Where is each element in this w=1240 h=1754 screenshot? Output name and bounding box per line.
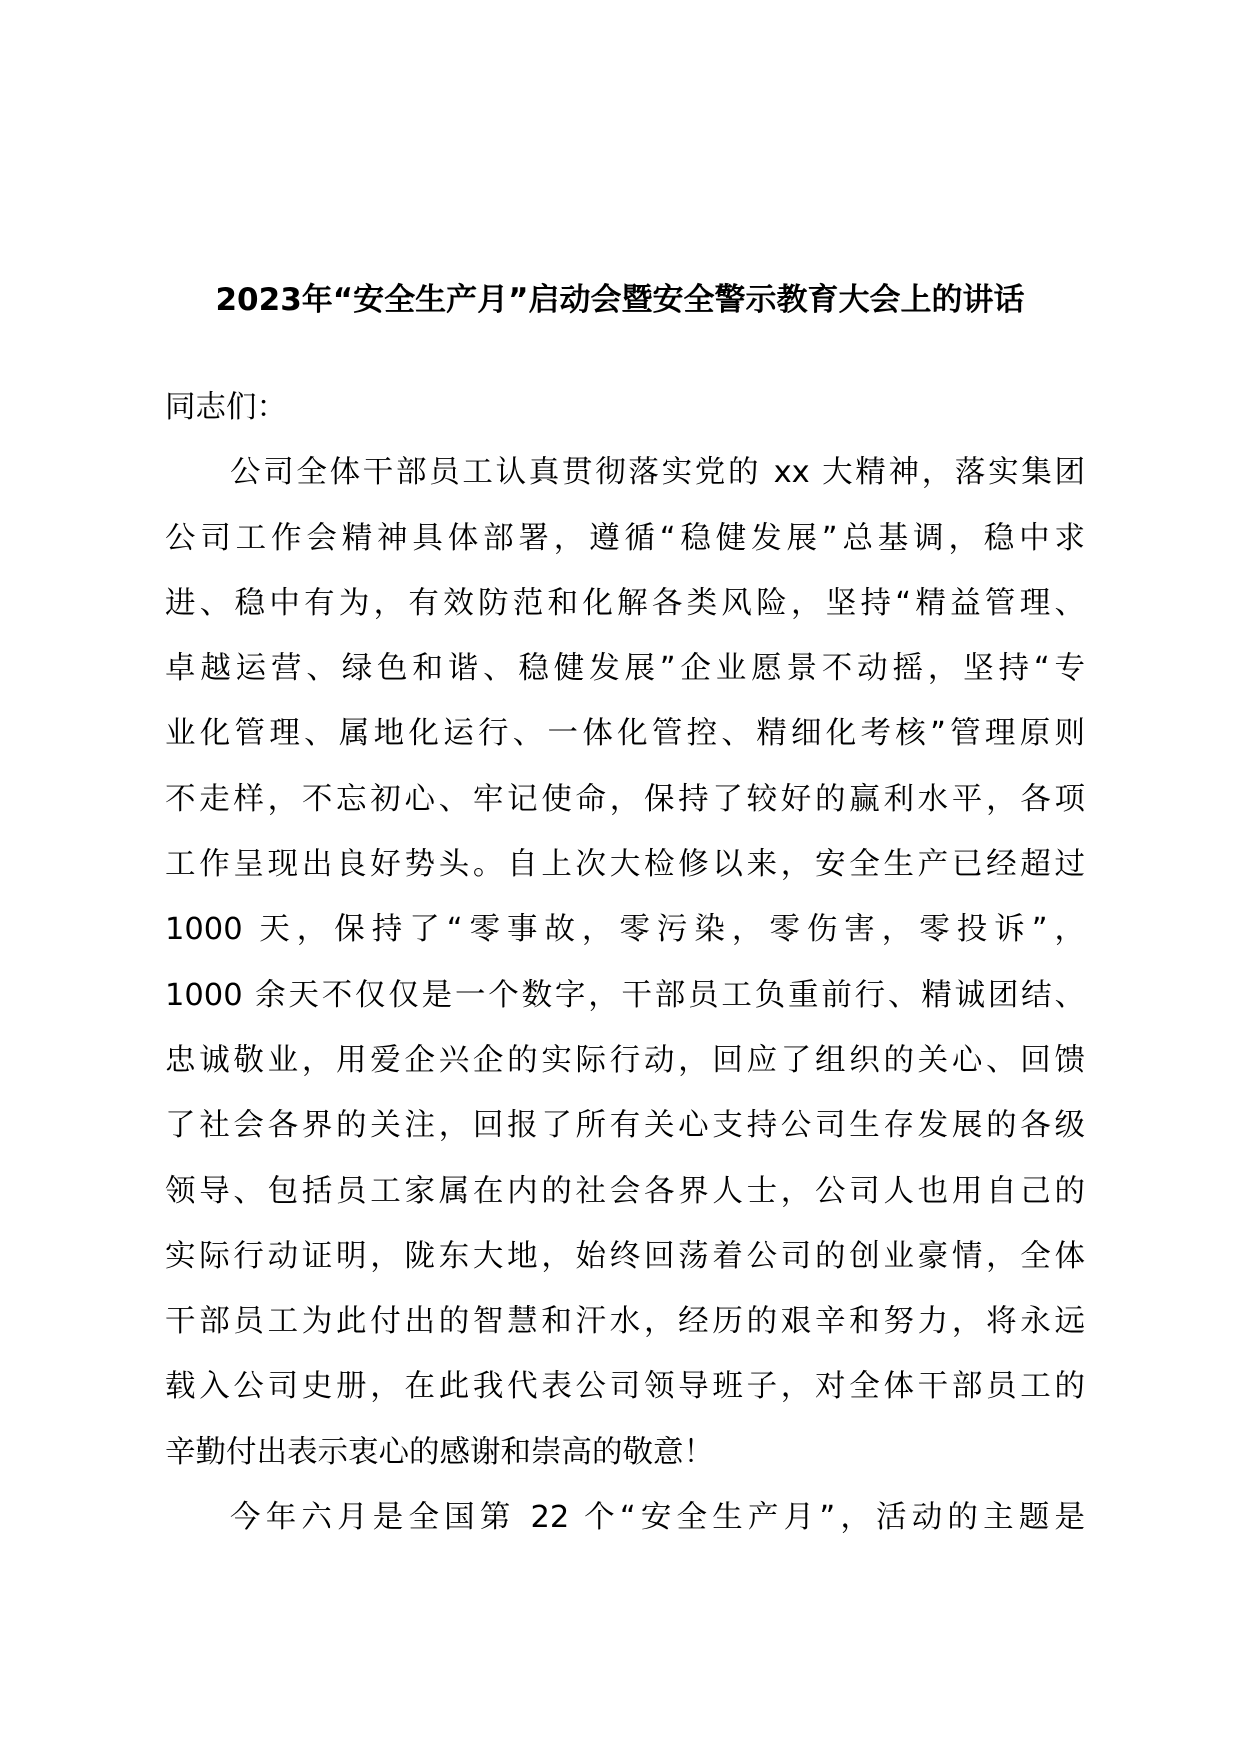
paragraph-line: 忠诚敬业，用爱企兴企的实际行动，回应了组织的关心、回馈 xyxy=(165,1042,1085,1078)
paragraph-line: 辛勤付出表示衷心的感谢和崇高的敬意！ xyxy=(165,1434,714,1470)
paragraph-line: 工作呈现出良好势头。自上次大检修以来，安全生产已经超过 xyxy=(165,847,1085,883)
paragraph-1 xyxy=(165,440,1085,1485)
paragraph-line: 1000 天，保持了“零事故，零污染，零伤害，零投诉”， xyxy=(165,912,1085,948)
salutation: 同志们： xyxy=(165,390,287,425)
paragraph-line: 不走样，不忘初心、牢记使命，保持了较好的赢利水平，各项 xyxy=(165,781,1085,817)
paragraph-line: 了社会各界的关注，回报了所有关心支持公司生存发展的各级 xyxy=(165,1108,1085,1144)
document-title: 2023年“安全生产月”启动会暨安全警示教育大会上的讲话 xyxy=(215,282,1025,318)
paragraph-line: 公司全体干部员工认真贯彻落实党的 xx 大精神，落实集团 xyxy=(230,455,1085,491)
paragraph-line: 实际行动证明，陇东大地，始终回荡着公司的创业豪情，全体 xyxy=(165,1238,1085,1274)
paragraph-line: 进、稳中有为，有效防范和化解各类风险，坚持“精益管理、 xyxy=(165,585,1085,621)
paragraph-line: 卓越运营、绿色和谐、稳健发展”企业愿景不动摇，坚持“专 xyxy=(165,651,1085,687)
paragraph-line: 今年六月是全国第 22 个“安全生产月”，活动的主题是 xyxy=(230,1500,1085,1536)
paragraph-line: 领导、包括员工家属在内的社会各界人士，公司人也用自己的 xyxy=(165,1173,1085,1209)
paragraph-line: 业化管理、属地化运行、一体化管控、精细化考核”管理原则 xyxy=(165,716,1085,752)
paragraph-2 xyxy=(165,1485,1085,1550)
paragraph-line: 公司工作会精神具体部署，遵循“稳健发展”总基调，稳中求 xyxy=(165,520,1085,556)
document-body xyxy=(165,375,1085,1550)
paragraph-line: 载入公司史册，在此我代表公司领导班子，对全体干部员工的 xyxy=(165,1369,1085,1405)
paragraph-line: 干部员工为此付出的智慧和汗水，经历的艰辛和努力，将永远 xyxy=(165,1304,1085,1340)
paragraph-line: 1000 余天不仅仅是一个数字，干部员工负重前行、精诚团结、 xyxy=(165,977,1085,1013)
